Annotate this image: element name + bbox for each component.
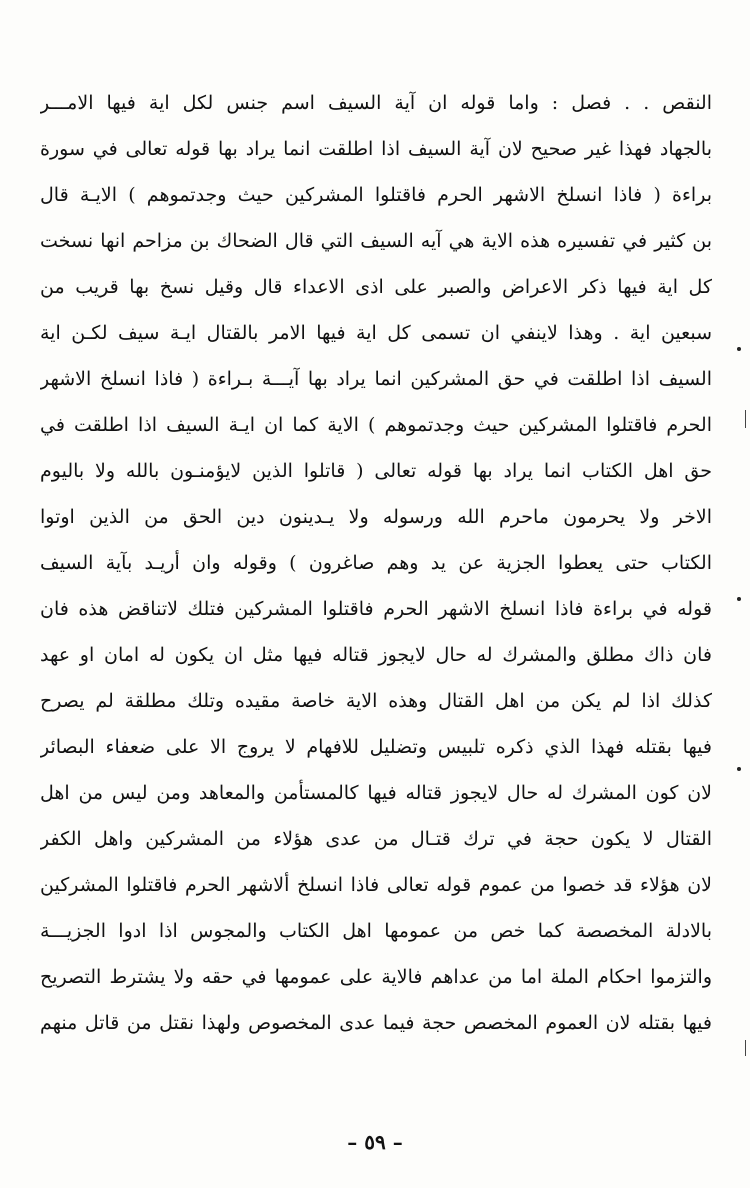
- text-line: براءة ( فاذا انسلخ الاشهر الحرم فاقتلوا المشركين حيث وجدتموهم ) الايـة قال: [40, 184, 712, 206]
- scan-dot-mark: [737, 767, 741, 771]
- scan-dot-mark: [737, 347, 741, 351]
- text-line: فان ذاك مطلق والمشرك له حال لايجوز قتاله فيها مثل ان يكون له امان او عهد: [40, 644, 712, 666]
- text-line: بن كثير في تفسيره هذه الاية هي آيه السيف التي قال الضحاك بن مزاحم انها نسخت: [40, 230, 712, 252]
- text-line: قوله في براءة فاذا انسلخ الاشهر الحرم فاقتلوا المشركين فتلك لاتناقض هذه فان: [40, 598, 712, 620]
- scan-edge-mark: [745, 410, 746, 428]
- text-line: بالادلة المخصصة كما خص من عمومها اهل الكتاب والمجوس اذا ادوا الجزيـــة: [40, 920, 712, 942]
- text-line: والتزموا احكام الملة اما من عداهم فالاية على عمومها في حقه ولا يشترط التصريح: [40, 966, 712, 988]
- page-number: – ٥٩ –: [347, 1130, 403, 1154]
- text-line: لان كون المشرك له حال لايجوز قتاله فيها كالمستأمن والمعاهد ومن ليس من اهل: [40, 782, 712, 804]
- scan-edge-mark: [745, 1040, 746, 1056]
- text-line: القتال لا يكون حجة في ترك قتـال من عدى هؤلاء من المشركين واهل الكفر: [40, 828, 712, 850]
- text-line: حق اهل الكتاب انما يراد بها قوله تعالى ( قاتلوا الذين لايؤمنـون بالله ولا باليوم: [40, 460, 712, 482]
- text-line: كل اية فيها ذكر الاعراض والصبر على اذى الاعداء قال وقيل نسخ بها قريب من: [40, 276, 712, 298]
- text-line: الحرم فاقتلوا المشركين حيث وجدتموهم ) الاية كما ان ايـة السيف اذا اطلقت في: [40, 414, 712, 436]
- text-line: لان هؤلاء قد خصوا من عموم قوله تعالى فاذا انسلخ ألاشهر الحرم فاقتلوا المشركين: [40, 874, 712, 896]
- text-line: كذلك اذا لم يكن من اهل القتال وهذه الاية خاصة مقيده وتلك مطلقة لم يصرح: [40, 690, 712, 712]
- text-line: سبعين اية . وهذا لاينفي ان تسمى كل اية فيها الامر بالقتال ايـة سيف لكـن اية: [40, 322, 712, 344]
- text-line: الاخر ولا يحرمون ماحرم الله ورسوله ولا يـدينون دين الحق من الذين اوتوا: [40, 506, 712, 528]
- text-line: السيف اذا اطلقت في حق المشركين انما يراد بها آيـــة بـراءة ( فاذا انسلخ الاشهر: [40, 368, 712, 390]
- text-line: فيها بقتله فهذا الذي ذكره تلبيس وتضليل للافهام لا يروج الا على ضعفاء البصائر: [40, 736, 712, 758]
- scan-dot-mark: [737, 597, 741, 601]
- text-line: بالجهاد فهذا غير صحيح لان آية السيف اذا اطلقت انما يراد بها قوله تعالى في سورة: [40, 138, 712, 160]
- text-line: النقص . . فصل : واما قوله ان آية السيف اسم جنس لكل اية فيها الامـــر: [40, 92, 712, 114]
- text-line: الكتاب حتى يعطوا الجزية عن يد وهم صاغرون ) وقوله وان أريـد بآية السيف: [40, 552, 712, 574]
- text-line: فيها بقتله لان العموم المخصص حجة فيما عدى المخصوص ولهذا نقتل من قاتل منهم: [40, 1012, 712, 1034]
- body-text: [40, 80, 712, 1046]
